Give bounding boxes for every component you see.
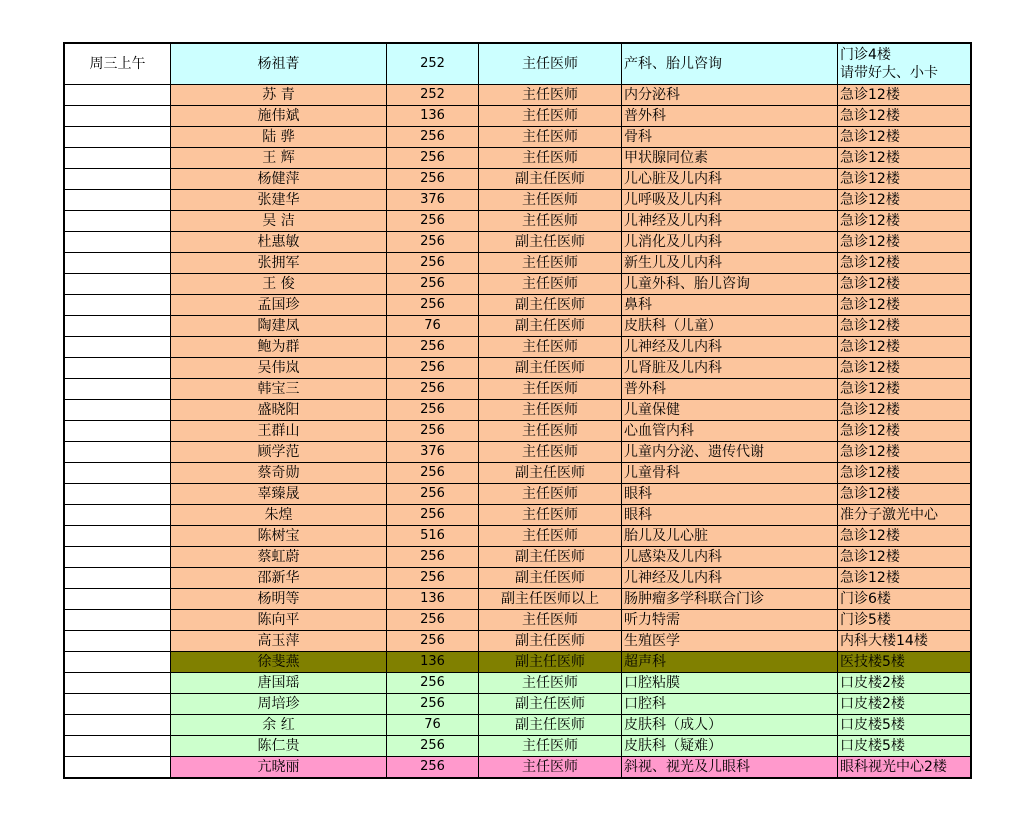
doctor-title: 主任医师 xyxy=(479,673,622,694)
doctor-title: 副主任医师 xyxy=(479,295,622,316)
doctor-name: 周培珍 xyxy=(171,694,387,715)
department: 眼科 xyxy=(622,484,838,505)
department: 鼻科 xyxy=(622,295,838,316)
doctor-name: 张拥军 xyxy=(171,253,387,274)
doctor-title: 主任医师 xyxy=(479,757,622,779)
session-cell xyxy=(64,358,171,379)
doctor-name: 杨明等 xyxy=(171,589,387,610)
doctor-title: 主任医师 xyxy=(479,421,622,442)
department: 口腔科 xyxy=(622,694,838,715)
session-cell xyxy=(64,85,171,106)
table-row xyxy=(64,421,971,442)
table-row xyxy=(64,568,971,589)
table-row xyxy=(64,673,971,694)
doctor-name: 杜惠敏 xyxy=(171,232,387,253)
location: 急诊12楼 xyxy=(838,400,972,421)
doctor-name: 顾学范 xyxy=(171,442,387,463)
location: 准分子激光中心 xyxy=(838,505,972,526)
table-row xyxy=(64,85,971,106)
doctor-name: 王群山 xyxy=(171,421,387,442)
location: 口皮楼5楼 xyxy=(838,736,972,757)
doctor-name: 陆 骅 xyxy=(171,127,387,148)
department: 产科、胎儿咨询 xyxy=(622,43,838,85)
table-row xyxy=(64,127,971,148)
doctor-name: 余 红 xyxy=(171,715,387,736)
doctor-title: 副主任医师 xyxy=(479,694,622,715)
doctor-title: 主任医师 xyxy=(479,610,622,631)
doctor-title: 副主任医师 xyxy=(479,169,622,190)
fee-value: 256 xyxy=(387,694,479,715)
fee-value: 252 xyxy=(387,43,479,85)
doctor-title: 主任医师 xyxy=(479,274,622,295)
doctor-name: 吴伟岚 xyxy=(171,358,387,379)
department: 儿童保健 xyxy=(622,400,838,421)
doctor-name: 盛晓阳 xyxy=(171,400,387,421)
doctor-title: 主任医师 xyxy=(479,526,622,547)
session-cell xyxy=(64,610,171,631)
session-cell xyxy=(64,547,171,568)
department: 皮肤科（疑难） xyxy=(622,736,838,757)
doctor-name: 孟国珍 xyxy=(171,295,387,316)
doctor-title: 主任医师 xyxy=(479,190,622,211)
doctor-title: 主任医师 xyxy=(479,106,622,127)
doctor-title: 主任医师 xyxy=(479,85,622,106)
session-cell xyxy=(64,316,171,337)
fee-value: 376 xyxy=(387,190,479,211)
doctor-name: 陈仁贵 xyxy=(171,736,387,757)
doctor-name: 辜臻晟 xyxy=(171,484,387,505)
fee-value: 136 xyxy=(387,106,479,127)
location: 急诊12楼 xyxy=(838,421,972,442)
fee-value: 256 xyxy=(387,547,479,568)
session-cell xyxy=(64,568,171,589)
fee-value: 256 xyxy=(387,379,479,400)
table-row xyxy=(64,652,971,673)
table-row xyxy=(64,736,971,757)
department: 听力特需 xyxy=(622,610,838,631)
session-cell xyxy=(64,211,171,232)
doctor-name: 亢晓丽 xyxy=(171,757,387,779)
table-row xyxy=(64,631,971,652)
table-row xyxy=(64,148,971,169)
session-cell xyxy=(64,190,171,211)
doctor-title: 副主任医师 xyxy=(479,631,622,652)
location: 急诊12楼 xyxy=(838,295,972,316)
doctor-name: 唐国瑶 xyxy=(171,673,387,694)
location: 门诊6楼 xyxy=(838,589,972,610)
department: 儿呼吸及儿内科 xyxy=(622,190,838,211)
table-row xyxy=(64,400,971,421)
doctor-title: 副主任医师 xyxy=(479,547,622,568)
table-row xyxy=(64,694,971,715)
location: 医技楼5楼 xyxy=(838,652,972,673)
fee-value: 136 xyxy=(387,589,479,610)
table-row xyxy=(64,505,971,526)
location-line-1: 门诊4楼 xyxy=(840,47,891,63)
table-row xyxy=(64,274,971,295)
fee-value: 256 xyxy=(387,631,479,652)
table-row xyxy=(64,463,971,484)
doctor-title: 主任医师 xyxy=(479,484,622,505)
department: 口腔粘膜 xyxy=(622,673,838,694)
department: 儿感染及儿内科 xyxy=(622,547,838,568)
department: 心血管内科 xyxy=(622,421,838,442)
department: 儿童外科、胎儿咨询 xyxy=(622,274,838,295)
department: 生殖医学 xyxy=(622,631,838,652)
fee-value: 256 xyxy=(387,568,479,589)
table-row xyxy=(64,316,971,337)
table-row xyxy=(64,442,971,463)
doctor-name: 张建华 xyxy=(171,190,387,211)
session-cell xyxy=(64,526,171,547)
department: 胎儿及儿心脏 xyxy=(622,526,838,547)
doctor-name: 韩宝三 xyxy=(171,379,387,400)
fee-value: 256 xyxy=(387,757,479,779)
department: 儿神经及儿内科 xyxy=(622,568,838,589)
session-cell xyxy=(64,274,171,295)
session-cell xyxy=(64,148,171,169)
department: 儿消化及儿内科 xyxy=(622,232,838,253)
fee-value: 76 xyxy=(387,316,479,337)
fee-value: 256 xyxy=(387,673,479,694)
session-cell xyxy=(64,400,171,421)
doctor-name: 苏 青 xyxy=(171,85,387,106)
fee-value: 256 xyxy=(387,274,479,295)
doctor-title: 主任医师 xyxy=(479,379,622,400)
doctor-name: 陶建凤 xyxy=(171,316,387,337)
doctor-title: 主任医师 xyxy=(479,148,622,169)
fee-value: 256 xyxy=(387,505,479,526)
doctor-title: 副主任医师 xyxy=(479,358,622,379)
doctor-name: 王 辉 xyxy=(171,148,387,169)
table-row xyxy=(64,232,971,253)
table-row xyxy=(64,253,971,274)
doctor-title: 主任医师 xyxy=(479,400,622,421)
department: 儿神经及儿内科 xyxy=(622,337,838,358)
doctor-name: 鲍为群 xyxy=(171,337,387,358)
fee-value: 256 xyxy=(387,169,479,190)
location: 急诊12楼 xyxy=(838,526,972,547)
location: 急诊12楼 xyxy=(838,148,972,169)
location: 急诊12楼 xyxy=(838,463,972,484)
fee-value: 256 xyxy=(387,463,479,484)
table-row xyxy=(64,337,971,358)
location: 门诊5楼 xyxy=(838,610,972,631)
department: 骨科 xyxy=(622,127,838,148)
department: 儿神经及儿内科 xyxy=(622,211,838,232)
table-row xyxy=(64,358,971,379)
doctor-title: 副主任医师 xyxy=(479,715,622,736)
location: 眼科视光中心2楼 xyxy=(838,757,972,779)
fee-value: 256 xyxy=(387,148,479,169)
doctor-name: 朱煌 xyxy=(171,505,387,526)
schedule-table xyxy=(63,42,972,779)
table-row xyxy=(64,484,971,505)
department: 肠肿瘤多学科联合门诊 xyxy=(622,589,838,610)
doctor-title: 副主任医师 xyxy=(479,232,622,253)
department: 普外科 xyxy=(622,379,838,400)
location: 急诊12楼 xyxy=(838,169,972,190)
department: 内分泌科 xyxy=(622,85,838,106)
doctor-name: 陈树宝 xyxy=(171,526,387,547)
table-row xyxy=(64,106,971,127)
location: 急诊12楼 xyxy=(838,442,972,463)
session-cell xyxy=(64,379,171,400)
location: 急诊12楼 xyxy=(838,568,972,589)
session-label: 周三上午 xyxy=(64,43,171,85)
department: 皮肤科（儿童） xyxy=(622,316,838,337)
table-row xyxy=(64,757,971,779)
department: 斜视、视光及儿眼科 xyxy=(622,757,838,779)
table-row xyxy=(64,379,971,400)
doctor-title: 副主任医师 xyxy=(479,652,622,673)
session-cell xyxy=(64,253,171,274)
doctor-name: 吴 洁 xyxy=(171,211,387,232)
doctor-title: 副主任医师以上 xyxy=(479,589,622,610)
fee-value: 256 xyxy=(387,358,479,379)
fee-value: 256 xyxy=(387,232,479,253)
session-cell xyxy=(64,715,171,736)
location: 急诊12楼 xyxy=(838,190,972,211)
location: 口皮楼2楼 xyxy=(838,694,972,715)
doctor-name: 蔡虹蔚 xyxy=(171,547,387,568)
table-row xyxy=(64,547,971,568)
doctor-name: 蔡奇勋 xyxy=(171,463,387,484)
fee-value: 136 xyxy=(387,652,479,673)
session-cell xyxy=(64,736,171,757)
doctor-name: 王 俊 xyxy=(171,274,387,295)
table-row xyxy=(64,169,971,190)
location: 急诊12楼 xyxy=(838,211,972,232)
session-cell xyxy=(64,652,171,673)
doctor-title: 副主任医师 xyxy=(479,463,622,484)
table-row-header xyxy=(64,43,971,85)
session-cell xyxy=(64,631,171,652)
location: 急诊12楼 xyxy=(838,379,972,400)
session-cell xyxy=(64,106,171,127)
fee-value: 256 xyxy=(387,484,479,505)
session-cell xyxy=(64,295,171,316)
location: 急诊12楼 xyxy=(838,547,972,568)
location: 急诊12楼 xyxy=(838,85,972,106)
location: 急诊12楼 xyxy=(838,127,972,148)
doctor-title: 主任医师 xyxy=(479,337,622,358)
location-line-2: 请带好大、小卡 xyxy=(840,65,938,81)
table-row xyxy=(64,715,971,736)
fee-value: 516 xyxy=(387,526,479,547)
doctor-title: 主任医师 xyxy=(479,442,622,463)
session-cell xyxy=(64,484,171,505)
location: 急诊12楼 xyxy=(838,358,972,379)
doctor-title: 主任医师 xyxy=(479,127,622,148)
doctor-title: 副主任医师 xyxy=(479,568,622,589)
session-cell xyxy=(64,757,171,779)
department: 皮肤科（成人） xyxy=(622,715,838,736)
session-cell xyxy=(64,169,171,190)
fee-value: 256 xyxy=(387,295,479,316)
fee-value: 252 xyxy=(387,85,479,106)
doctor-name: 徐斐燕 xyxy=(171,652,387,673)
department: 新生儿及儿内科 xyxy=(622,253,838,274)
session-cell xyxy=(64,505,171,526)
fee-value: 256 xyxy=(387,400,479,421)
fee-value: 256 xyxy=(387,337,479,358)
department: 超声科 xyxy=(622,652,838,673)
table-row xyxy=(64,211,971,232)
doctor-name: 邵新华 xyxy=(171,568,387,589)
doctor-title: 主任医师 xyxy=(479,211,622,232)
fee-value: 76 xyxy=(387,715,479,736)
department: 儿童内分泌、遗传代谢 xyxy=(622,442,838,463)
department: 眼科 xyxy=(622,505,838,526)
fee-value: 256 xyxy=(387,211,479,232)
session-cell xyxy=(64,589,171,610)
fee-value: 256 xyxy=(387,127,479,148)
location: 急诊12楼 xyxy=(838,232,972,253)
department: 普外科 xyxy=(622,106,838,127)
table-row xyxy=(64,610,971,631)
location xyxy=(838,43,972,85)
doctor-name: 杨健萍 xyxy=(171,169,387,190)
department: 甲状腺同位素 xyxy=(622,148,838,169)
fee-value: 376 xyxy=(387,442,479,463)
doctor-name: 施伟斌 xyxy=(171,106,387,127)
session-cell xyxy=(64,463,171,484)
location: 急诊12楼 xyxy=(838,484,972,505)
table-row xyxy=(64,295,971,316)
session-cell xyxy=(64,442,171,463)
location: 口皮楼5楼 xyxy=(838,715,972,736)
doctor-title: 主任医师 xyxy=(479,253,622,274)
doctor-name: 高玉萍 xyxy=(171,631,387,652)
department: 儿肾脏及儿内科 xyxy=(622,358,838,379)
doctor-name: 杨祖菁 xyxy=(171,43,387,85)
doctor-title: 主任医师 xyxy=(479,736,622,757)
table-row xyxy=(64,190,971,211)
fee-value: 256 xyxy=(387,421,479,442)
doctor-title: 主任医师 xyxy=(479,43,622,85)
department: 儿心脏及儿内科 xyxy=(622,169,838,190)
doctor-title: 主任医师 xyxy=(479,505,622,526)
doctor-title: 副主任医师 xyxy=(479,316,622,337)
table-row xyxy=(64,526,971,547)
session-cell xyxy=(64,673,171,694)
location: 急诊12楼 xyxy=(838,316,972,337)
session-cell xyxy=(64,337,171,358)
department: 儿童骨科 xyxy=(622,463,838,484)
session-cell xyxy=(64,127,171,148)
table-row xyxy=(64,589,971,610)
session-cell xyxy=(64,421,171,442)
location: 口皮楼2楼 xyxy=(838,673,972,694)
session-cell xyxy=(64,694,171,715)
fee-value: 256 xyxy=(387,736,479,757)
location: 急诊12楼 xyxy=(838,106,972,127)
location: 内科大楼14楼 xyxy=(838,631,972,652)
fee-value: 256 xyxy=(387,610,479,631)
fee-value: 256 xyxy=(387,253,479,274)
location: 急诊12楼 xyxy=(838,274,972,295)
session-cell xyxy=(64,232,171,253)
location: 急诊12楼 xyxy=(838,253,972,274)
doctor-name: 陈向平 xyxy=(171,610,387,631)
location: 急诊12楼 xyxy=(838,337,972,358)
